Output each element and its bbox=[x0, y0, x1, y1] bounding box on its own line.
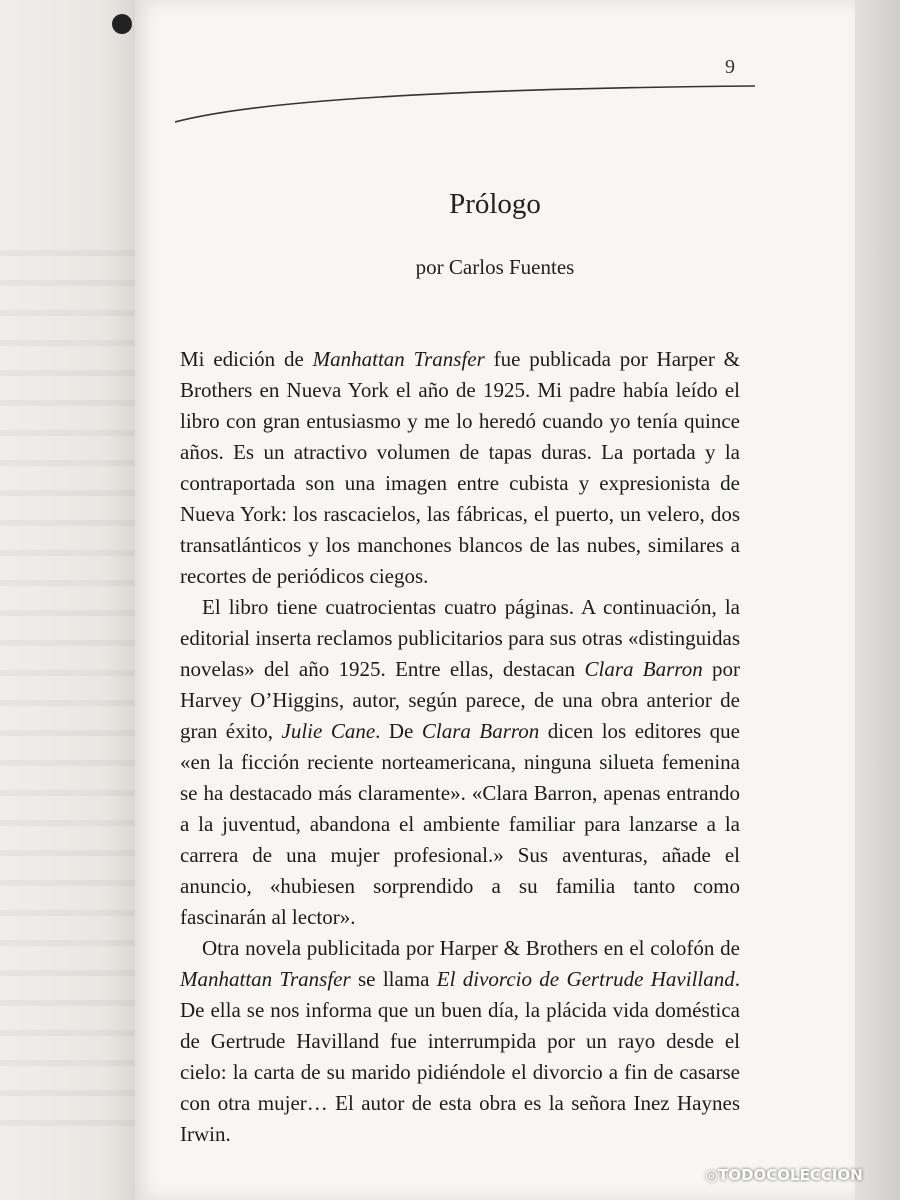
watermark: ◎TODOCOLECCION bbox=[705, 1166, 863, 1184]
paragraph-3: Otra novela publicitada por Harper & Brothers en el colofón de Manhattan Transfer se llama El divorcio de Gertrude Havilland. De ella se nos informa que un buen día, la plácida vida doméstica de Gertrude Havilland fue interrumpida por un rayo desde el cielo: la carta de su marido pidiéndole el divorcio a fin de casarse con otra mujer… El autor de esta obra es la señora Inez Haynes Irwin. bbox=[180, 936, 740, 1146]
left-page bbox=[0, 0, 150, 1200]
chapter-author: por Carlos Fuentes bbox=[415, 255, 575, 279]
page-edges bbox=[855, 0, 900, 1200]
header-rule bbox=[175, 78, 755, 128]
body-text bbox=[180, 344, 740, 1150]
chapter-title: Prólogo bbox=[449, 188, 541, 220]
paragraph-1: Mi edición de Manhattan Transfer fue publicada por Harper & Brothers en Nueva York el año de 1925. Mi padre había leído el libro con gran entusiasmo y me lo heredó cuando yo tenía quince años. Es un atractivo volumen de tapas duras. La portada y la contraportada son una imagen entre cubista y expresionista de Nueva York: los rascacielos, las fábricas, el puerto, un velero, dos transatlánticos y los manchones blancos de las nubes, similares a recortes de periódicos ciegos. bbox=[180, 347, 741, 588]
paragraph-2: El libro tiene cuatrocientas cuatro páginas. A continuación, la editorial inserta reclamos publicitarios para sus otras «distinguidas novelas» del año 1925. Entre ellas, destacan Clara Barron por Harvey O’Higgins, autor, según parece, de una obra anterior de gran éxito, Julie Cane. De Clara Barron dicen los editores que «en la ficción reciente norteamericana, ninguna silueta femenina se ha destacado más claramente». «Clara Barron, apenas entrando a la juventud, abandona el ambiente familiar para lanzarse a la carrera de una mujer profesional.» Sus aventuras, añade el anuncio, «hubiesen sorprendido a su familia tanto como fascinarán al lector». bbox=[180, 595, 740, 929]
book-corner bbox=[112, 14, 132, 34]
bleed-through-text bbox=[0, 250, 150, 1150]
book-page bbox=[135, 0, 855, 1200]
page-number: 9 bbox=[725, 56, 735, 78]
